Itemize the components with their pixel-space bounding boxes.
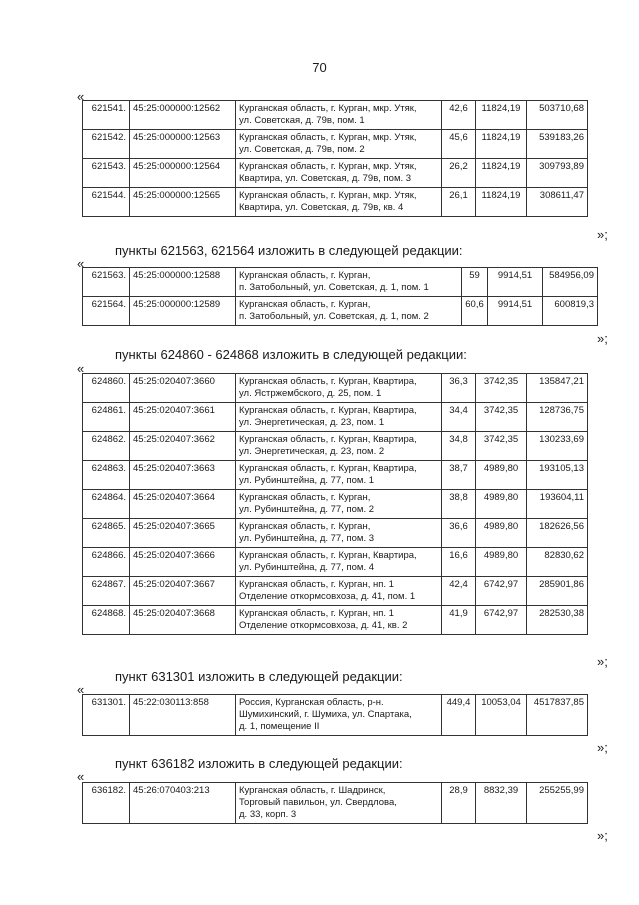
cadastral-number: 45:25:020407:3660	[130, 374, 236, 403]
address-cell	[236, 490, 442, 519]
table-row	[83, 548, 588, 577]
table-row	[83, 297, 598, 326]
address-line: д. 33, корп. 3	[239, 809, 297, 820]
address-line: Курганская область, г. Курган, мкр. Утяк,	[239, 132, 417, 143]
address-cell	[236, 374, 442, 403]
item-number: 624865.	[83, 519, 130, 548]
unit-price: 10053,04	[476, 695, 527, 736]
area-value: 38,7	[442, 461, 476, 490]
quote-close: »;	[597, 828, 608, 843]
area-value: 34,8	[442, 432, 476, 461]
table-row	[83, 695, 588, 736]
unit-price: 9914,51	[488, 297, 543, 326]
item-number: 624860.	[83, 374, 130, 403]
area-value: 26,1	[442, 188, 476, 217]
unit-price: 6742,97	[476, 606, 527, 635]
cadastral-value: 135847,21	[527, 374, 588, 403]
unit-price: 4989,80	[476, 461, 527, 490]
area-value: 16,6	[442, 548, 476, 577]
section-intro: пункты 624860 - 624868 изложить в следующей редакции:	[115, 347, 467, 362]
register-table	[82, 267, 598, 326]
address-line: Курганская область, г. Курган, Квартира,	[239, 434, 417, 445]
address-line: Курганская область, г. Курган, нп. 1	[239, 579, 394, 590]
area-value: 42,4	[442, 577, 476, 606]
address-line: ул. Энергетическая, д. 23, пом. 1	[239, 417, 385, 428]
address-line: ул. Рубинштейна, д. 77, пом. 3	[239, 533, 375, 544]
table-row	[83, 490, 588, 519]
item-number: 624867.	[83, 577, 130, 606]
address-line: Квартира, ул. Советская, д. 79в, пом. 3	[239, 173, 412, 184]
unit-price: 8832,39	[476, 783, 527, 824]
cadastral-value: 193105,13	[527, 461, 588, 490]
address-line: ул. Рубинштейна, д. 77, пом. 4	[239, 562, 375, 573]
quote-close: »;	[597, 740, 608, 755]
item-number: 624866.	[83, 548, 130, 577]
unit-price: 6742,97	[476, 577, 527, 606]
table-row	[83, 130, 588, 159]
address-line: Курганская область, г. Курган, Квартира,	[239, 376, 417, 387]
cadastral-value: 600819,3	[543, 297, 598, 326]
quote-open: «	[77, 361, 85, 376]
cadastral-number: 45:25:020407:3666	[130, 548, 236, 577]
address-cell	[236, 783, 442, 824]
area-value: 26,2	[442, 159, 476, 188]
address-line: ул. Советская, д. 79в, пом. 1	[239, 115, 365, 126]
address-cell	[236, 159, 442, 188]
quote-close: »;	[597, 227, 608, 242]
address-cell	[236, 297, 462, 326]
cadastral-value: 308611,47	[527, 188, 588, 217]
table-row	[83, 188, 588, 217]
item-number: 621541.	[83, 101, 130, 130]
cadastral-value: 182626,56	[527, 519, 588, 548]
address-line: Курганская область, г. Курган, мкр. Утяк,	[239, 161, 417, 172]
item-number: 624861.	[83, 403, 130, 432]
section-intro: пункт 636182 изложить в следующей редакции:	[115, 756, 403, 771]
cadastral-value: 584956,09	[543, 268, 598, 297]
cadastral-number: 45:25:020407:3662	[130, 432, 236, 461]
address-line: Курганская область, г. Курган,	[239, 492, 371, 503]
address-cell	[236, 519, 442, 548]
item-number: 621542.	[83, 130, 130, 159]
page-number: 70	[312, 60, 327, 75]
unit-price: 4989,80	[476, 490, 527, 519]
cadastral-number: 45:25:020407:3661	[130, 403, 236, 432]
table-row	[83, 461, 588, 490]
unit-price: 4989,80	[476, 519, 527, 548]
address-line: Курганская область, г. Курган, нп. 1	[239, 608, 394, 619]
area-value: 28,9	[442, 783, 476, 824]
item-number: 621563.	[83, 268, 130, 297]
cadastral-number: 45:25:020407:3667	[130, 577, 236, 606]
address-cell	[236, 188, 442, 217]
unit-price: 3742,35	[476, 403, 527, 432]
quote-open: «	[77, 769, 85, 784]
quote-open: «	[77, 256, 85, 271]
address-cell	[236, 268, 462, 297]
section-intro: пункт 631301 изложить в следующей редакции:	[115, 669, 403, 684]
cadastral-number: 45:25:020407:3668	[130, 606, 236, 635]
area-value: 60,6	[462, 297, 488, 326]
table-row	[83, 519, 588, 548]
address-cell	[236, 695, 442, 736]
address-line: ул. Советская, д. 79в, пом. 2	[239, 144, 365, 155]
table-row	[83, 783, 588, 824]
unit-price: 11824,19	[476, 159, 527, 188]
quote-close: »;	[597, 331, 608, 346]
cadastral-number: 45:25:000000:12563	[130, 130, 236, 159]
cadastral-value: 4517837,85	[527, 695, 588, 736]
table-row	[83, 268, 598, 297]
address-line: Россия, Курганская область, р-н.	[239, 697, 384, 708]
address-line: Шумихинский, г. Шумиха, ул. Спартака,	[239, 709, 412, 720]
item-number: 624862.	[83, 432, 130, 461]
address-cell	[236, 130, 442, 159]
address-line: ул. Ястржембского, д. 25, пом. 1	[239, 388, 382, 399]
area-value: 36,6	[442, 519, 476, 548]
register-table	[82, 373, 588, 635]
address-cell	[236, 606, 442, 635]
table-row	[83, 606, 588, 635]
item-number: 621544.	[83, 188, 130, 217]
address-cell	[236, 577, 442, 606]
area-value: 38,8	[442, 490, 476, 519]
cadastral-value: 503710,68	[527, 101, 588, 130]
address-line: ул. Энергетическая, д. 23, пом. 2	[239, 446, 385, 457]
table-row	[83, 159, 588, 188]
unit-price: 11824,19	[476, 101, 527, 130]
table-row	[83, 403, 588, 432]
address-line: д. 1, помещение II	[239, 721, 320, 732]
quote-open: «	[77, 682, 85, 697]
cadastral-number: 45:25:020407:3664	[130, 490, 236, 519]
register-table	[82, 782, 588, 824]
table-row	[83, 374, 588, 403]
table-row	[83, 432, 588, 461]
item-number: 624868.	[83, 606, 130, 635]
register-table	[82, 100, 588, 217]
cadastral-value: 193604,11	[527, 490, 588, 519]
cadastral-value: 285901,86	[527, 577, 588, 606]
address-line: Курганская область, г. Курган,	[239, 299, 371, 310]
unit-price: 4989,80	[476, 548, 527, 577]
item-number: 631301.	[83, 695, 130, 736]
unit-price: 11824,19	[476, 130, 527, 159]
address-cell	[236, 548, 442, 577]
area-value: 45,6	[442, 130, 476, 159]
cadastral-number: 45:22:030113:858	[130, 695, 236, 736]
address-line: ул. Рубинштейна, д. 77, пом. 2	[239, 504, 375, 515]
cadastral-number: 45:25:000000:12588	[130, 268, 236, 297]
cadastral-value: 255255,99	[527, 783, 588, 824]
item-number: 621543.	[83, 159, 130, 188]
table-row	[83, 577, 588, 606]
cadastral-value: 309793,89	[527, 159, 588, 188]
address-cell	[236, 432, 442, 461]
address-line: п. Затобольный, ул. Советская, д. 1, пом. 2	[239, 311, 429, 322]
address-cell	[236, 403, 442, 432]
address-line: Торговый павильон, ул. Свердлова,	[239, 797, 397, 808]
item-number: 624864.	[83, 490, 130, 519]
cadastral-number: 45:25:020407:3665	[130, 519, 236, 548]
cadastral-value: 130233,69	[527, 432, 588, 461]
address-line: Курганская область, г. Курган,	[239, 521, 371, 532]
address-line: Курганская область, г. Курган, мкр. Утяк,	[239, 103, 417, 114]
address-line: Отделение откормсовхоза, д. 41, кв. 2	[239, 620, 408, 631]
address-line: Курганская область, г. Курган, мкр. Утяк,	[239, 190, 417, 201]
cadastral-value: 82830,62	[527, 548, 588, 577]
cadastral-number: 45:25:000000:12562	[130, 101, 236, 130]
address-line: ул. Рубинштейна, д. 77, пом. 1	[239, 475, 375, 486]
area-value: 59	[462, 268, 488, 297]
register-table	[82, 694, 588, 736]
address-line: Курганская область, г. Курган, Квартира,	[239, 550, 417, 561]
address-line: Курганская область, г. Курган, Квартира,	[239, 463, 417, 474]
unit-price: 3742,35	[476, 374, 527, 403]
unit-price: 3742,35	[476, 432, 527, 461]
area-value: 42,6	[442, 101, 476, 130]
cadastral-value: 539183,26	[527, 130, 588, 159]
address-line: п. Затобольный, ул. Советская, д. 1, пом. 1	[239, 282, 429, 293]
address-cell	[236, 461, 442, 490]
cadastral-number: 45:25:000000:12565	[130, 188, 236, 217]
area-value: 36,3	[442, 374, 476, 403]
item-number: 624863.	[83, 461, 130, 490]
cadastral-value: 128736,75	[527, 403, 588, 432]
address-line: Отделение откормсовхоза, д. 41, пом. 1	[239, 591, 416, 602]
address-line: Курганская область, г. Курган,	[239, 270, 371, 281]
item-number: 621564.	[83, 297, 130, 326]
quote-open: «	[77, 89, 85, 104]
area-value: 449,4	[442, 695, 476, 736]
address-cell	[236, 101, 442, 130]
section-intro: пункты 621563, 621564 изложить в следующей редакции:	[115, 243, 463, 258]
cadastral-value: 282530,38	[527, 606, 588, 635]
unit-price: 9914,51	[488, 268, 543, 297]
cadastral-number: 45:25:000000:12589	[130, 297, 236, 326]
address-line: Квартира, ул. Советская, д. 79в, кв. 4	[239, 202, 404, 213]
cadastral-number: 45:25:000000:12564	[130, 159, 236, 188]
cadastral-number: 45:26:070403:213	[130, 783, 236, 824]
address-line: Курганская область, г. Курган, Квартира,	[239, 405, 417, 416]
address-line: Курганская область, г. Шадринск,	[239, 785, 386, 796]
area-value: 34,4	[442, 403, 476, 432]
unit-price: 11824,19	[476, 188, 527, 217]
item-number: 636182.	[83, 783, 130, 824]
area-value: 41,9	[442, 606, 476, 635]
cadastral-number: 45:25:020407:3663	[130, 461, 236, 490]
table-row	[83, 101, 588, 130]
quote-close: »;	[597, 654, 608, 669]
